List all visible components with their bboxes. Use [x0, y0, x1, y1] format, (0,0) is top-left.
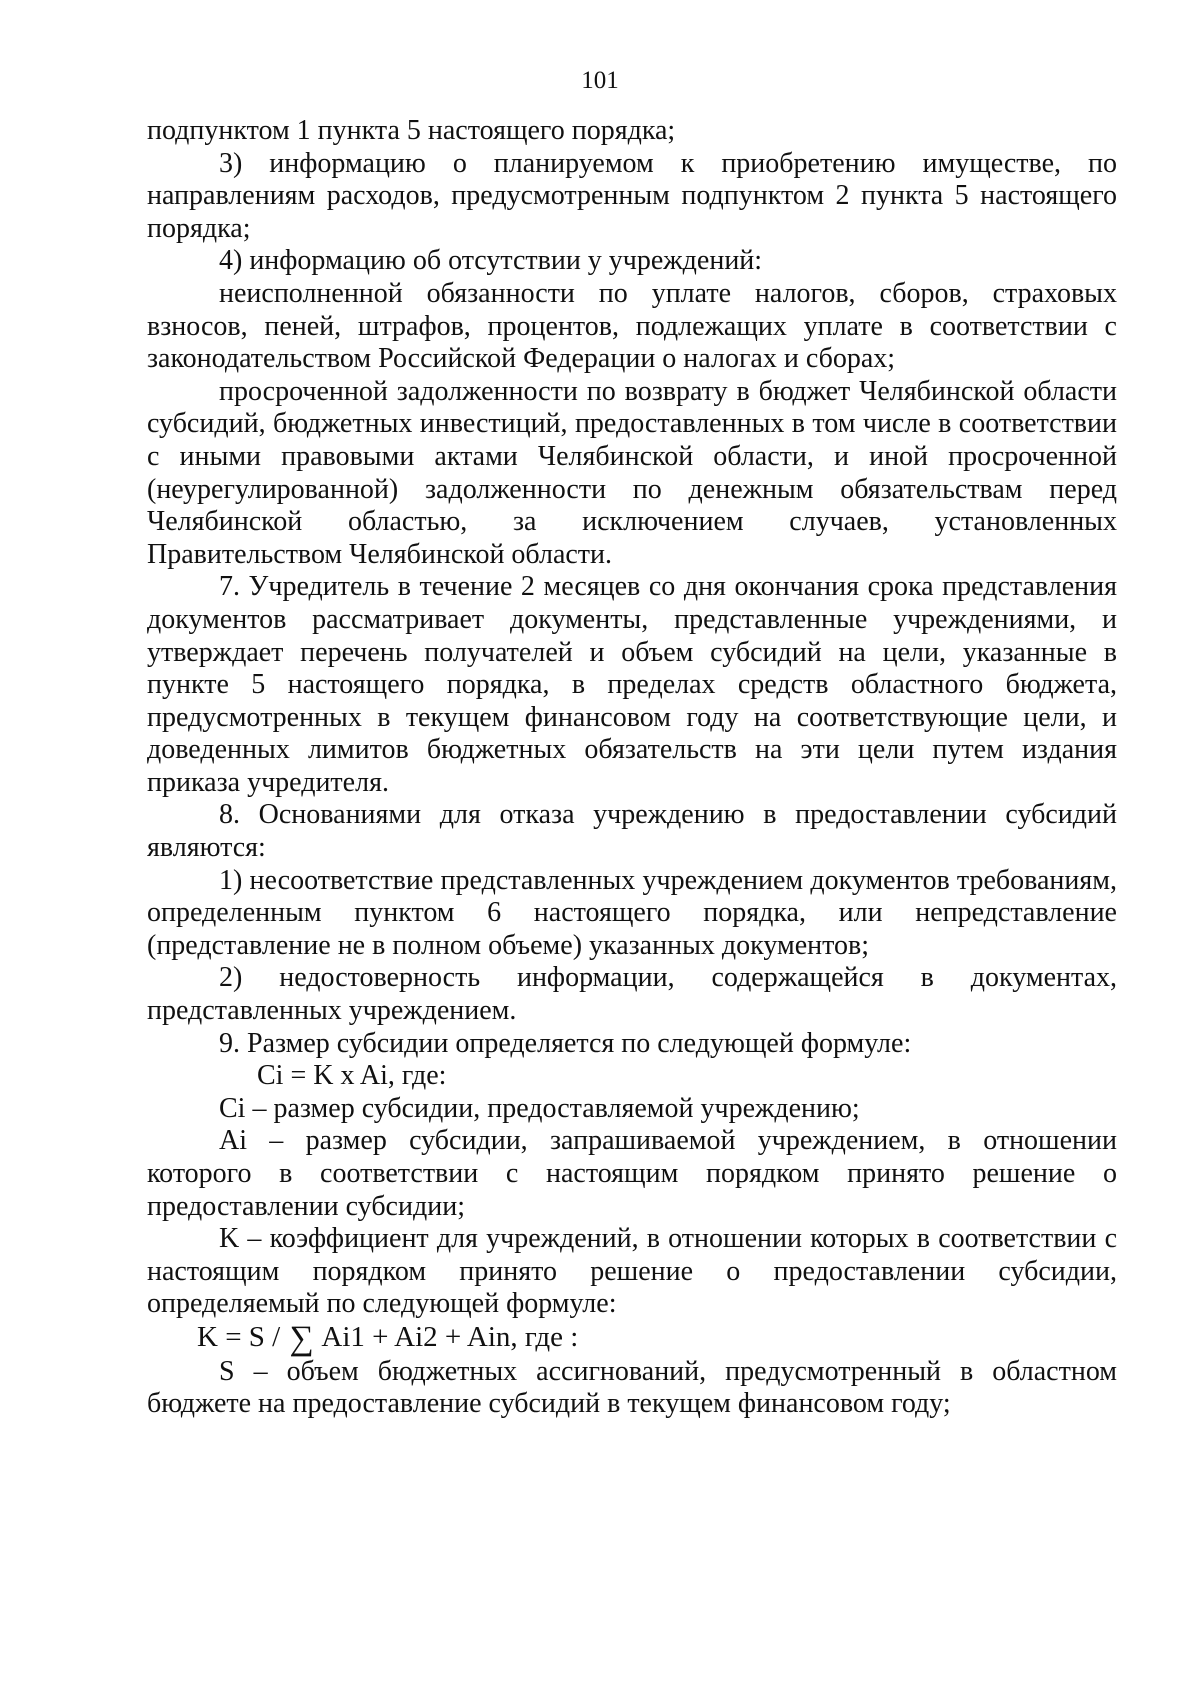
paragraph-overdue-debt: просроченной задолженности по возврату в бюджет Челябинской области субсидий, бюджетных инвестиций, предоставленных в том числе в соответствии с иными правовыми актами Челябинской области, и иной просроченной (неурегулированной) задолженности по денежным обязательствам перед Челябинской областью, за исключением случаев, установленных Правительством Челябинской области. — [147, 375, 1117, 570]
formula-coefficient-left: K = S / — [197, 1320, 281, 1353]
formula-subsidy-size: Ci = K x Ai, где: — [257, 1060, 447, 1092]
paragraph-refusal-2: 2) недостоверность информации, содержащейся в документах, представленных учреждением. — [147, 962, 1117, 1027]
page-number: 101 — [581, 67, 619, 94]
definition-s: S – объем бюджетных ассигнований, предусмотренный в областном бюджете на предоставление субсидий в текущем финансовом году; — [147, 1355, 1117, 1420]
paragraph-section-9: 9. Размер субсидии определяется по следующей формуле: — [219, 1027, 912, 1059]
formula-coefficient-right: Ai1 + Ai2 + Ain, где : — [321, 1320, 579, 1353]
document-body — [147, 115, 1117, 1421]
paragraph-tax-obligations: неисполненной обязанности по уплате налогов, сборов, страховых взносов, пеней, штрафов, процентов, подлежащих уплате в соответствии с законодательством Российской Федерации о налогах и сборах; — [147, 277, 1117, 375]
paragraph-refusal-1: 1) несоответствие представленных учреждением документов требованиям, определенным пунктом 6 настоящего порядка, или непредставление (представление не в полном объеме) указанных документов; — [147, 864, 1117, 961]
definition-ai: Ai – размер субсидии, запрашиваемой учреждением, в отношении которого в соответствии с настоящим порядком принято решение о предоставлении субсидии; — [147, 1125, 1117, 1222]
sigma-symbol: ∑ — [289, 1319, 314, 1357]
paragraph-section-7: 7. Учредитель в течение 2 месяцев со дня окончания срока представления документов рассматривает документы, представленные учреждениями, и утверждает перечень получателей и объем субсидий на цели, указанные в пункте 5 настоящего порядка, в пределах средств областного бюджета, предусмотренных в текущем финансовом году на соответствующие цели, и доведенных лимитов бюджетных обязательств на эти цели путем издания приказа учредителя. — [147, 571, 1117, 798]
paragraph-item-4: 4) информацию об отсутствии у учреждений: — [219, 245, 763, 277]
definition-ci: Ci – размер субсидии, предоставляемой учреждению; — [219, 1092, 860, 1124]
formula-coefficient — [147, 1321, 1117, 1356]
paragraph-continuation: подпунктом 1 пункта 5 настоящего порядка; — [147, 115, 676, 146]
definition-k: K – коэффициент для учреждений, в отношении которых в соответствии с настоящим порядком принято решение о предоставлении субсидии, определяемый по следующей формуле: — [147, 1223, 1117, 1320]
paragraph-section-8: 8. Основаниями для отказа учреждению в предоставлении субсидий являются: — [147, 799, 1117, 864]
paragraph-item-3: 3) информацию о планируемом к приобретению имуществе, по направлениям расходов, предусмотренным подпунктом 2 пункта 5 настоящего порядка; — [147, 147, 1117, 244]
